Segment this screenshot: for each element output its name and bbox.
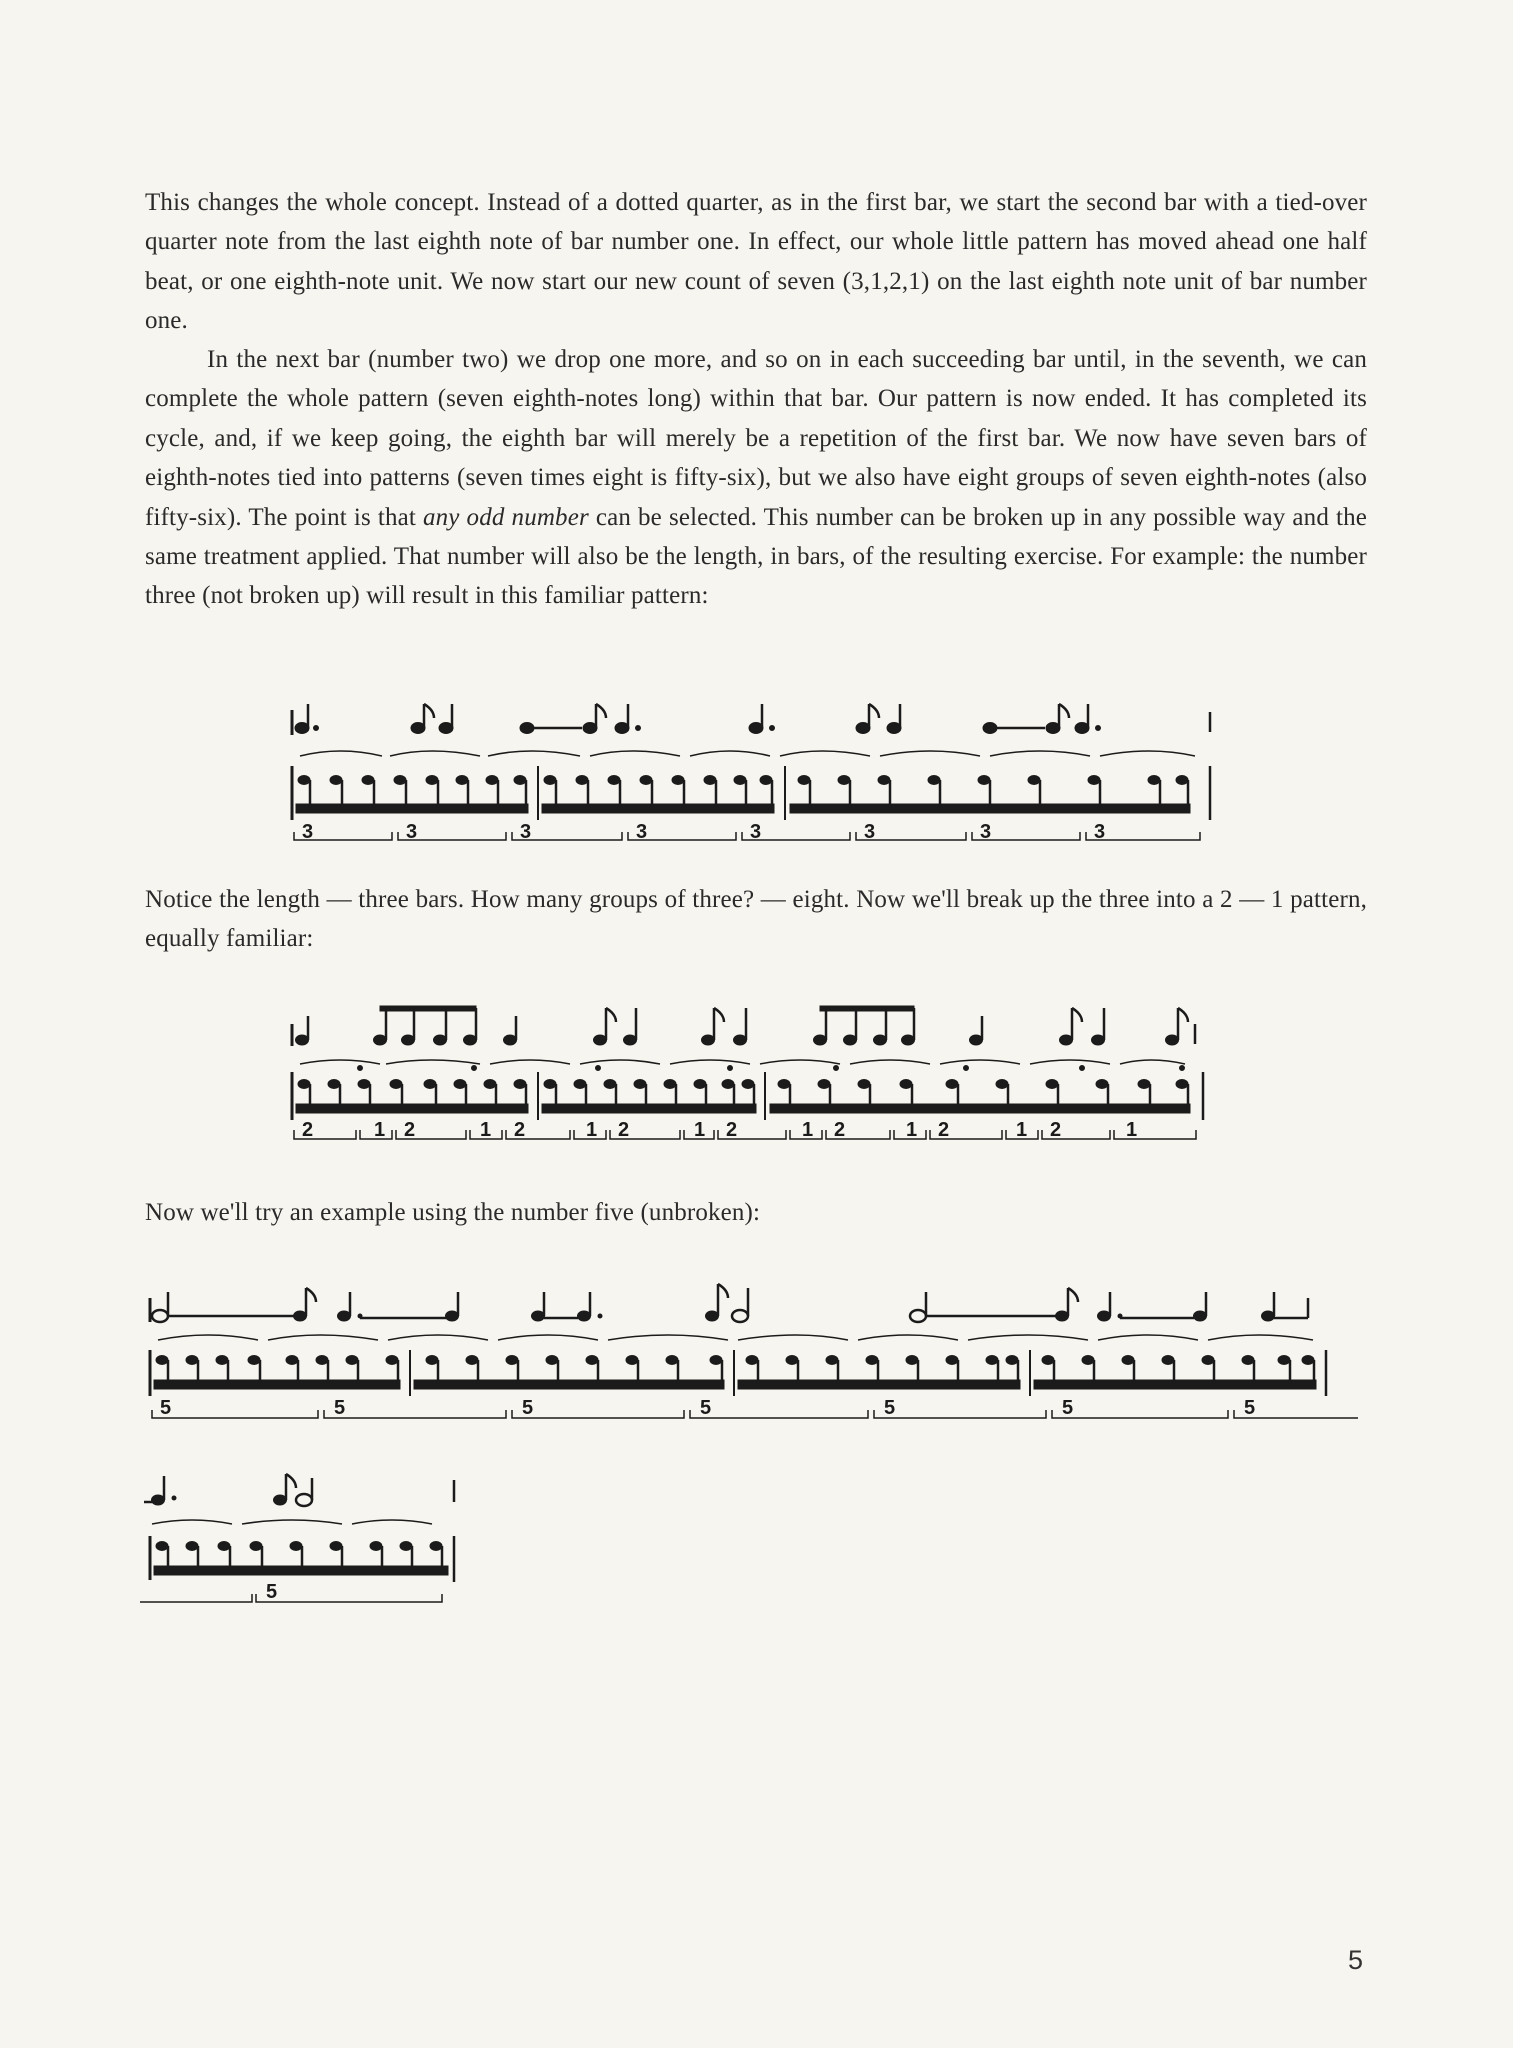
- group-label: 2: [302, 1119, 314, 1141]
- eighth-note-line: [150, 1536, 454, 1582]
- group-label: 3: [302, 821, 314, 843]
- group-label: 1: [586, 1119, 598, 1141]
- page-number: 5: [1348, 1945, 1364, 1975]
- group-label: 2: [404, 1119, 416, 1141]
- grouping-brackets: [140, 1594, 442, 1602]
- rhythm-example-three: [290, 700, 1230, 860]
- paragraph-explanation: [145, 340, 1367, 616]
- grouping-brackets: [294, 832, 1200, 840]
- group-label: 2: [1050, 1119, 1062, 1141]
- group-label: 5: [1244, 1397, 1256, 1419]
- group-label: 2: [618, 1119, 630, 1141]
- group-label: 2: [938, 1119, 950, 1141]
- paragraph-notice: Notice the length — three bars. How many groups of three? — eight. Now we'll break up the three into a 2 — 1 pattern, equally familiar:: [145, 886, 1367, 953]
- group-label: 3: [406, 821, 418, 843]
- group-label: 5: [160, 1397, 172, 1419]
- group-label: 3: [520, 821, 532, 843]
- grouping-brackets: [152, 1410, 1358, 1418]
- eighth-note-line: [292, 1072, 1203, 1120]
- rhythm-example-five-row1: [148, 1278, 1368, 1430]
- group-label: 1: [906, 1119, 918, 1141]
- group-label: 2: [834, 1119, 846, 1141]
- group-label: 3: [636, 821, 648, 843]
- group-label: 5: [884, 1397, 896, 1419]
- paragraph-intro: This changes the whole concept. Instead of a dotted quarter, as in the first bar, we start the second bar with a tied-over quarter note from the last eighth note of bar number one. In effect, our whole little pattern has moved ahead one half beat, or one eighth-note unit. We now start our new count of seven (3,1,2,1) on the last eighth note unit of bar number one.: [145, 189, 1367, 335]
- eighth-note-line: [292, 766, 1210, 820]
- group-label: 5: [700, 1397, 712, 1419]
- group-label: 2: [514, 1119, 526, 1141]
- group-label: 5: [334, 1397, 346, 1419]
- group-label: 1: [1016, 1119, 1028, 1141]
- paragraph-explanation-start: In the next bar (number two) we drop one more, and so on in each succeeding bar until, in the seventh, we can complete the whole pattern (seven eighth-notes long) within that bar. Our pattern is now ended. It has completed its cycle, and, if we keep going, the eighth bar will merely be a repetition of the first bar. We now have seven bars of eighth-notes tied into patterns (seven times eight is fifty-six), but we also have eight groups of seven eighth-notes (also fifty-six). The point is that: [145, 346, 1367, 531]
- group-label: 5: [1062, 1397, 1074, 1419]
- paragraph-explanation-end: can be selected. This number can be broken up in any possible way and the same treatment applied. That number will also be the length, in bars, of the resulting exercise. For example: the number three (not broken up) will result in this familiar pattern:: [145, 503, 1367, 610]
- emphasis-any-odd-number: any odd number: [422, 503, 589, 531]
- group-label: 1: [1126, 1119, 1138, 1141]
- group-label: 1: [694, 1119, 706, 1141]
- rhythm-example-two-one: [290, 1002, 1230, 1152]
- group-label: 1: [374, 1119, 386, 1141]
- group-label: 1: [802, 1119, 814, 1141]
- group-label: 3: [750, 821, 762, 843]
- group-label: 2: [726, 1119, 738, 1141]
- rhythm-example-five-row2: [132, 1472, 462, 1622]
- group-label: 1: [480, 1119, 492, 1141]
- group-label: 5: [266, 1581, 278, 1603]
- group-label: 3: [864, 821, 876, 843]
- group-label: 5: [522, 1397, 534, 1419]
- eighth-note-line: [150, 1350, 1326, 1396]
- group-label: 3: [980, 821, 992, 843]
- paragraph-five: Now we'll try an example using the number five (unbroken):: [145, 1199, 761, 1226]
- group-label: 3: [1094, 821, 1106, 843]
